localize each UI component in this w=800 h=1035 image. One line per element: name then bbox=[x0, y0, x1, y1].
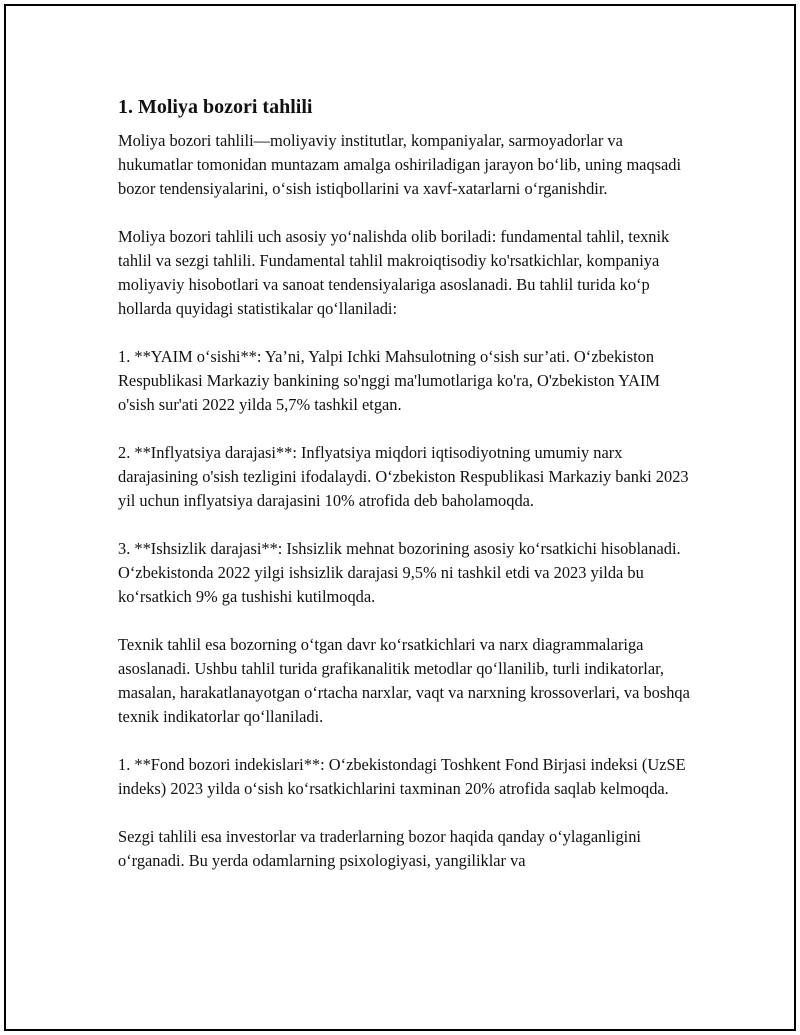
paragraph-technical-analysis: Texnik tahlil esa bozorning o‘tgan davr ko‘rsatkichlari va narx diagrammalariga asoslanadi. Ushbu tahlil turida grafikanalitik metodlar qo‘llanilib, turli indikatorlar, masalan, harakatlanayotgan o‘rtacha narxlar, vaqt va narxning krossoverlari, va boshqa texnik indikatorlar qo‘llaniladi. bbox=[118, 635, 690, 726]
list-item-unemployment: 3. **Ishsizlik darajasi**: Ishsizlik mehnat bozorining asosiy ko‘rsatkichi hisoblanadi. O‘zbekistonda 2022 yilgi ishsizlik darajasi 9,5% ni tashkil etdi va 2023 yilda bu ko‘rsatkich 9% ga tushishi kutilmoqda. bbox=[118, 539, 681, 606]
paragraph-sentiment-analysis: Sezgi tahlili esa investorlar va traderlarning bozor haqida qanday o‘ylaganligini o‘rganadi. Bu yerda odamlarning psixologiyasi, yangiliklar va bbox=[118, 827, 641, 870]
list-item-gdp-growth: 1. **YAIM o‘sishi**: Ya’ni, Yalpi Ichki Mahsulotning o‘sish sur’ati. O‘zbekiston Respublikasi Markaziy bankining so'nggi ma'lumotlariga ko'ra, O'zbekiston YAIM o'sish sur'ati 2022 yilda 5,7% tashkil etgan. bbox=[118, 347, 660, 414]
section-heading: 1. Moliya bozori tahlili bbox=[118, 96, 313, 118]
paragraph-intro: Moliya bozori tahlili—moliyaviy institutlar, kompaniyalar, sarmoyadorlar va hukumatlar tomonidan muntazam amalga oshiriladigan jarayon bo‘lib, uning maqsadi bozor tendensiyalarini, o‘sish istiqbollarini va xavf-xatarlarni o‘rganishdir. bbox=[118, 131, 682, 198]
list-item-stock-index: 1. **Fond bozori indekislari**: O‘zbekistondagi Toshkent Fond Birjasi indeksi (UzSE indeks) 2023 yilda o‘sish ko‘rsatkichlarini taxminan 20% atrofida saqlab kelmoqda. bbox=[118, 755, 686, 798]
paragraph-analysis-types: Moliya bozori tahlili uch asosiy yo‘nalishda olib boriladi: fundamental tahlil, texnik tahlil va sezgi tahlili. Fundamental tahlil makroiqtisodiy ko'rsatkichlar, kompaniya moliyaviy hisobotlari va sanoat tendensiyalariga asoslanadi. Bu tahlil turida ko‘p hollarda quyidagi statistikalar qo‘llaniladi: bbox=[118, 227, 670, 318]
document-body bbox=[118, 93, 698, 897]
list-item-inflation: 2. **Inflyatsiya darajasi**: Inflyatsiya miqdori iqtisodiyotning umumiy narx darajasining o'sish tezligini ifodalaydi. O‘zbekiston Respublikasi Markaziy banki 2023 yil uchun inflyatsiya darajasini 10% atrofida deb baholamoqda. bbox=[118, 443, 689, 510]
